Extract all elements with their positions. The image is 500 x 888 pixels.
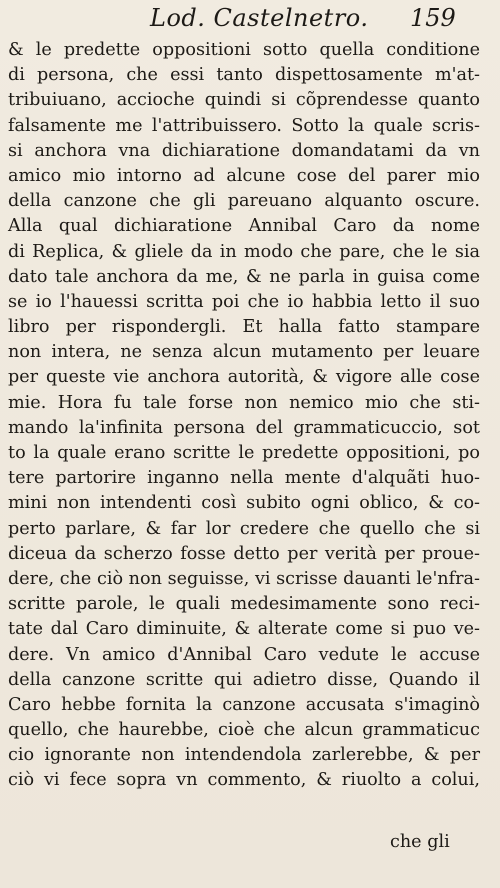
- text-line: della canzone scritte qui adietro disse, Quando il: [8, 669, 480, 690]
- text-line: tribuiuano, accioche quindi si cõprendesse quanto: [8, 90, 480, 111]
- text-line: perto parlare, & far lor credere che quello che si: [8, 518, 480, 539]
- running-head-title: Lod. Castelnetro.: [150, 4, 369, 32]
- text-line: cio ignorante non intendendola zarlerebbe, & per: [8, 745, 480, 766]
- text-line: mini non intendenti così subito ogni oblico, & co-: [8, 493, 480, 514]
- body-text: [8, 38, 496, 794]
- text-line: dere. Vn amico d'Annibal Caro vedute le accuse: [8, 644, 480, 665]
- text-line: ciò vi fece sopra vn commento, & riuolto a colui,: [8, 770, 480, 791]
- text-line: libro per rispondergli. Et halla fatto stampare: [8, 317, 480, 338]
- text-line: dere, che ciò non seguisse, vi scrisse dauanti le'nfra-: [8, 568, 480, 589]
- running-head: [0, 2, 500, 36]
- text-line: Alla qual dichiaratione Annibal Caro da nome: [8, 216, 480, 237]
- text-line: & le predette oppositioni sotto quella conditione: [8, 40, 480, 60]
- text-line: quello, che haurebbe, cioè che alcun grammaticuc: [8, 720, 480, 741]
- catchword: che gli: [390, 832, 450, 852]
- text-line: della canzone che gli pareuano alquanto oscure.: [8, 191, 480, 212]
- text-line: to la quale erano scritte le predette oppositioni, po: [8, 443, 480, 463]
- text-line: di persona, che essi tanto dispettosamente m'at-: [8, 65, 480, 86]
- text-line: diceua da scherzo fosse detto per verità per proue-: [8, 543, 480, 564]
- text-line: scritte parole, le quali medesimamente sono reci-: [8, 594, 480, 615]
- text-line: per queste vie anchora autorità, & vigore alle cose: [8, 367, 480, 388]
- text-line: amico mio intorno ad alcune cose del parer mio: [8, 165, 480, 186]
- text-line: tere partorire inganno nella mente d'alquãti huo-: [8, 468, 480, 489]
- text-line: mie. Hora fu tale forse non nemico mio che sti-: [8, 392, 480, 413]
- text-line: dato tale anchora da me, & ne parla in guisa come: [8, 266, 480, 287]
- page-number: 159: [410, 4, 456, 32]
- text-line: si anchora vna dichiaratione domandatami da vn: [8, 140, 480, 161]
- text-line: tate dal Caro diminuite, & alterate come si puo ve-: [8, 619, 480, 640]
- text-line: se io l'hauessi scritta poi che io habbia letto il suo: [8, 291, 480, 312]
- text-line: non intera, ne senza alcun mutamento per leuare: [8, 342, 480, 363]
- text-line: falsamente me l'attribuissero. Sotto la quale scris-: [8, 115, 480, 136]
- text-line: mando la'infinita persona del grammaticuccio, sot: [8, 417, 480, 438]
- text-line: Caro hebbe fornita la canzone accusata s'imaginò: [8, 694, 480, 715]
- text-line: di Replica, & gliele da in modo che pare, che le sia: [8, 241, 480, 262]
